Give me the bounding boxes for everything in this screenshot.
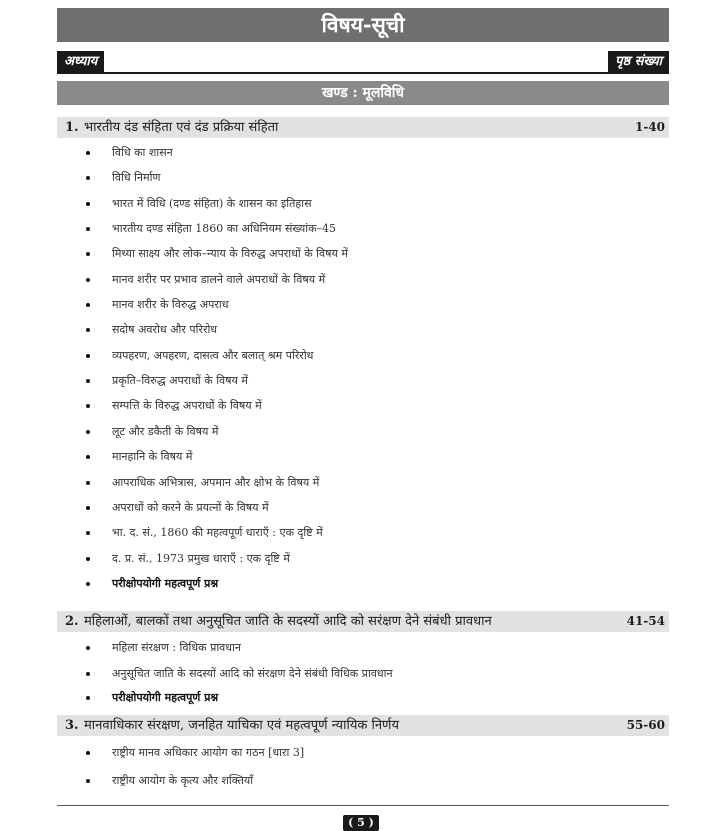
list-item-text: लूट और डकैती के विषय में — [112, 425, 219, 438]
chapter-title: महिलाओं, बालकों तथा अनुसूचित जाति के सदस्यों आदि को सरंक्षण देने संबंधी प्रावधान — [84, 614, 492, 629]
list-item-text: आपराधिक अभित्रास, अपमान और क्षोभ के विषय में — [112, 476, 320, 489]
list-item-text: सदोष अवरोध और परिरोध — [112, 323, 218, 336]
chapter-column-header: अध्याय — [57, 51, 104, 73]
list-item-text: अनुसूचित जाति के सदस्यों आदि को संरक्षण देने संबंधी विधिक प्रावधान — [112, 667, 393, 680]
list-item-text: मानहानि के विषय में — [112, 450, 193, 463]
list-item-text: विधि का शासन — [112, 146, 173, 159]
page-title: विषय-सूची — [57, 8, 669, 42]
list-item-text: द. प्र. सं., 1973 प्रमुख धाराएँ : एक दृष्टि में — [112, 552, 290, 565]
list-item-text: परीक्षोपयोगी महत्वपूर्ण प्रश्न — [112, 577, 219, 590]
list-item-text: भारतीय दण्ड संहिता 1860 का अधिनियम संख्यांक–45 — [112, 222, 337, 235]
list-item — [90, 666, 393, 682]
list-item — [90, 745, 305, 761]
list-item — [90, 640, 242, 656]
list-item — [90, 272, 326, 288]
chapter-page-range: 41-54 — [626, 614, 665, 628]
chapter-row-3[interactable] — [57, 715, 669, 736]
list-item — [90, 773, 254, 789]
chapter-number: 2. — [65, 614, 79, 629]
list-item — [90, 348, 314, 364]
list-item — [90, 145, 173, 161]
list-item-text: मानव शरीर पर प्रभाव डालने वाले अपराधों के विषय में — [112, 273, 326, 286]
list-item-text: विधि निर्माण — [112, 171, 161, 184]
chapter-number: 3. — [65, 718, 79, 733]
list-item-text: राष्ट्रीय मानव अधिकार आयोग का गठन [धारा 3] — [112, 746, 305, 759]
list-item — [90, 475, 320, 491]
list-item-text: व्यपहरण, अपहरण, दासत्व और बलात् श्रम परिरोध — [112, 349, 314, 362]
chapter-row-1[interactable] — [57, 117, 669, 138]
list-item — [90, 196, 312, 212]
list-item-text: राष्ट्रीय आयोग के कृत्य और शक्तियाँ — [112, 774, 254, 787]
list-item — [90, 551, 290, 567]
list-item — [90, 322, 218, 338]
list-item-text: अपराधों को करने के प्रयत्नों के विषय में — [112, 501, 269, 514]
list-item-text: मानव शरीर के विरुद्ध अपराध — [112, 298, 229, 311]
list-item-text: भा. द. सं., 1860 की महत्वपूर्ण धाराएँ : एक दृष्टि में — [112, 526, 323, 539]
chapter-page-range: 55-60 — [626, 718, 665, 732]
header-divider — [57, 72, 669, 74]
list-item — [90, 398, 262, 414]
list-item — [90, 297, 229, 313]
list-item-questions — [90, 690, 219, 706]
list-item-text: परीक्षोपयोगी महत्वपूर्ण प्रश्न — [112, 691, 219, 704]
list-item-questions — [90, 576, 219, 592]
footer-divider — [57, 805, 669, 806]
list-item — [90, 525, 323, 541]
chapter-page-range: 1-40 — [634, 120, 665, 134]
list-item-text: महिला संरक्षण : विधिक प्रावधान — [112, 641, 242, 654]
list-item — [90, 449, 193, 465]
chapter-title: मानवाधिकार संरक्षण, जनहित याचिका एवं महत्वपूर्ण न्यायिक निर्णय — [84, 718, 399, 733]
list-item-text: मिथ्या साक्ष्य और लोक–न्याय के विरुद्ध अपराधों के विषय में — [112, 247, 348, 260]
list-item — [90, 373, 248, 389]
list-item-text: प्रकृति–विरुद्ध अपराधों के विषय में — [112, 374, 248, 387]
list-item — [90, 500, 269, 516]
section-heading: खण्ड : मूलविधि — [57, 81, 669, 105]
chapter-title: भारतीय दंड संहिता एवं दंड प्रक्रिया संहिता — [84, 120, 279, 135]
list-item — [90, 424, 219, 440]
chapter-number: 1. — [65, 120, 79, 135]
list-item — [90, 246, 348, 262]
list-item-text: भारत में विधि (दण्ड संहिता) के शासन का इतिहास — [112, 197, 312, 210]
list-item — [90, 221, 337, 237]
list-item-text: सम्पत्ति के विरुद्ध अपराधों के विषय में — [112, 399, 262, 412]
list-item — [90, 170, 161, 186]
page-number-column-header: पृष्ठ संख्या — [608, 51, 669, 73]
page-number: ( 5 ) — [343, 815, 379, 831]
chapter-row-2[interactable] — [57, 611, 669, 632]
